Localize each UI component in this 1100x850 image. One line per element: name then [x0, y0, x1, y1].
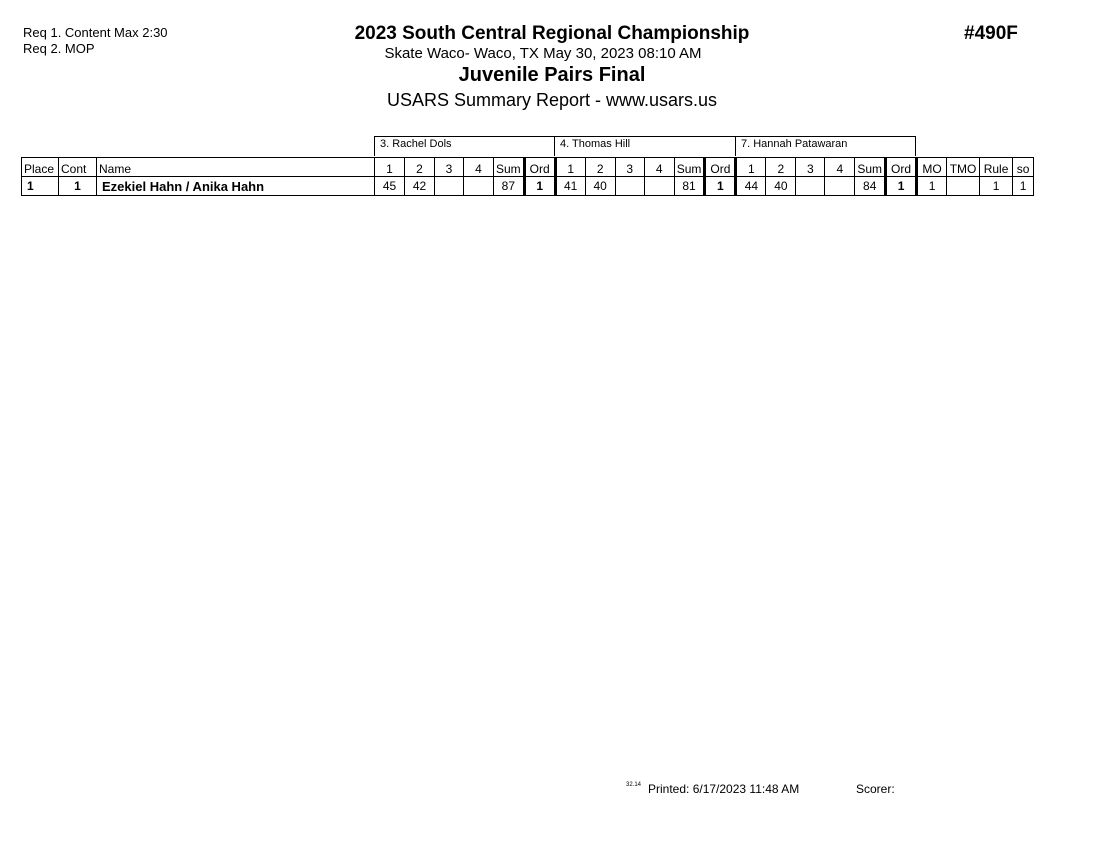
judge3-sum-cell: 84	[855, 177, 886, 196]
so-cell: 1	[1013, 177, 1034, 196]
judge3-score2-cell: 40	[766, 177, 796, 196]
judge3-score4-cell	[825, 177, 855, 196]
place-cell: 1	[22, 177, 59, 196]
judge3-score1-cell: 44	[736, 177, 766, 196]
header-name: Name	[97, 158, 375, 177]
header-tmo: TMO	[947, 158, 980, 177]
judge3-score3-cell	[796, 177, 825, 196]
report-type: USARS Summary Report - www.usars.us	[386, 90, 718, 110]
judge2-sum-cell: 81	[674, 177, 705, 196]
header-rule: Rule	[980, 158, 1013, 177]
version-mark: 32.14	[626, 782, 642, 788]
header-judge2-ord: Ord	[705, 158, 736, 177]
printed-timestamp: Printed: 6/17/2023 11:48 AM	[648, 782, 800, 796]
header-so: so	[1013, 158, 1034, 177]
skater-name-cell: Ezekiel Hahn / Anika Hahn	[97, 177, 375, 196]
judge1-score3-cell	[435, 177, 464, 196]
header-judge1-score4: 4	[464, 158, 494, 177]
judge3-ord-cell: 1	[886, 177, 917, 196]
judge-header-2: 4. Thomas Hill	[554, 136, 735, 156]
header-judge2-score1: 1	[555, 158, 585, 177]
judge1-score2-cell: 42	[405, 177, 435, 196]
header-judge1-score3: 3	[435, 158, 464, 177]
judge-header-1: 3. Rachel Dols	[374, 136, 554, 156]
judge2-score1-cell: 41	[555, 177, 585, 196]
mo-cell: 1	[917, 177, 947, 196]
venue-date: Skate Waco- Waco, TX May 30, 2023 08:10 AM	[384, 45, 702, 62]
header-judge1-ord: Ord	[524, 158, 555, 177]
judge2-ord-cell: 1	[705, 177, 736, 196]
header-judge3-sum: Sum	[855, 158, 886, 177]
table-row	[22, 177, 1034, 196]
header-judge2-sum: Sum	[674, 158, 705, 177]
judge2-score4-cell	[644, 177, 674, 196]
header-judge1-score1: 1	[375, 158, 405, 177]
header-cont: Cont	[59, 158, 97, 177]
report-title: 2023 South Central Regional Championship	[354, 23, 750, 44]
judge1-score4-cell	[464, 177, 494, 196]
tmo-cell	[947, 177, 980, 196]
cont-cell: 1	[59, 177, 97, 196]
requirement-2: Req 2. MOP	[23, 41, 95, 56]
judge2-score3-cell	[615, 177, 644, 196]
judge1-ord-cell: 1	[524, 177, 555, 196]
event-number: #490F	[964, 23, 1018, 44]
results-table	[21, 157, 1034, 196]
judge-header-3: 7. Hannah Patawaran	[735, 136, 916, 156]
table-header-row	[22, 158, 1034, 177]
header-judge3-score1: 1	[736, 158, 766, 177]
judge1-score1-cell: 45	[375, 177, 405, 196]
judge2-score2-cell: 40	[585, 177, 615, 196]
event-name: Juvenile Pairs Final	[458, 64, 646, 86]
rule-cell: 1	[980, 177, 1013, 196]
header-judge3-ord: Ord	[886, 158, 917, 177]
scorer-label: Scorer:	[856, 782, 895, 796]
requirement-1: Req 1. Content Max 2:30	[23, 25, 168, 40]
header-mo: MO	[917, 158, 947, 177]
header-judge1-score2: 2	[405, 158, 435, 177]
header-judge2-score4: 4	[644, 158, 674, 177]
header-judge3-score2: 2	[766, 158, 796, 177]
header-judge1-sum: Sum	[494, 158, 525, 177]
header-place: Place	[22, 158, 59, 177]
header-judge2-score2: 2	[585, 158, 615, 177]
judge1-sum-cell: 87	[494, 177, 525, 196]
header-judge2-score3: 3	[615, 158, 644, 177]
header-judge3-score4: 4	[825, 158, 855, 177]
header-judge3-score3: 3	[796, 158, 825, 177]
